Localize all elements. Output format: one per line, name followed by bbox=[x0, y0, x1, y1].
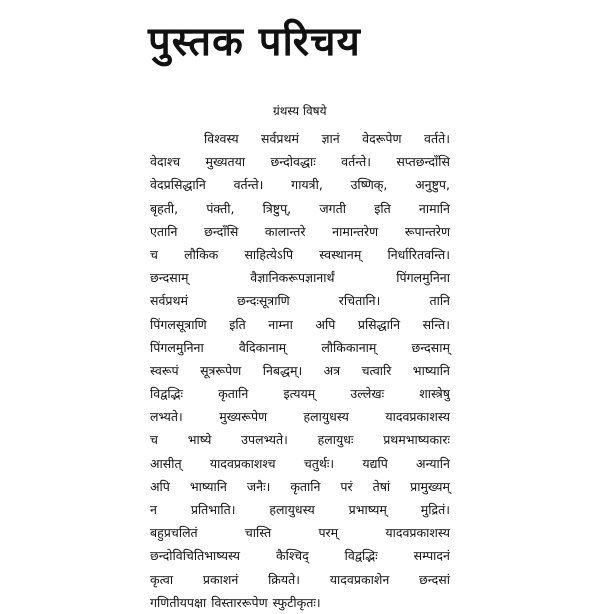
word: यादवप्रकाशस्य bbox=[385, 409, 450, 425]
word: वर्तन्ते। bbox=[341, 154, 371, 170]
word: वैदिकानाम् bbox=[238, 339, 287, 355]
text-line bbox=[150, 173, 450, 196]
word: प्रामुख्यम् bbox=[410, 478, 450, 494]
word: वैज्ञानिकरूपज्ञानार्थं bbox=[250, 270, 335, 286]
word: अन्यानि bbox=[416, 455, 450, 471]
word: निर्धारितवन्ति। bbox=[387, 246, 450, 262]
text-line bbox=[150, 475, 450, 498]
word: जनैः। bbox=[246, 478, 271, 494]
word: न bbox=[150, 502, 157, 517]
text-line bbox=[150, 127, 450, 150]
word: च bbox=[150, 432, 158, 448]
word: गायत्री, bbox=[291, 177, 323, 193]
word: कैश्चिद् bbox=[276, 548, 309, 564]
text-line bbox=[150, 289, 450, 312]
word: नाम्ना bbox=[268, 316, 293, 332]
word: जगती bbox=[319, 200, 347, 216]
word: त्रिष्टुप्, bbox=[262, 200, 292, 216]
text-line bbox=[150, 220, 450, 243]
word: तेषां bbox=[372, 478, 391, 494]
word: छन्दसाम् bbox=[150, 270, 189, 286]
word: भाष्यानि bbox=[412, 362, 450, 378]
word: चास्ति bbox=[244, 525, 272, 541]
word: उपलभ्यते। bbox=[241, 432, 288, 448]
word: यद्यपि bbox=[362, 455, 388, 471]
word: स्फुटीकृतः। bbox=[272, 594, 321, 610]
text-line bbox=[150, 150, 450, 173]
text-line bbox=[150, 359, 450, 382]
word: भाष्यानि bbox=[189, 478, 227, 494]
word: वेदाश्च bbox=[150, 154, 181, 170]
word: प्रकाशनं bbox=[202, 571, 239, 587]
text-line bbox=[150, 336, 450, 359]
word: सूत्ररूपेण bbox=[200, 362, 242, 378]
word: आसीत् bbox=[150, 455, 182, 471]
word: भाष्ये bbox=[187, 432, 212, 448]
word: वर्तन्ते। bbox=[233, 177, 264, 193]
word: परम् bbox=[318, 525, 339, 541]
word: प्रथमभाष्यकारः bbox=[383, 432, 450, 448]
word: सन्ति। bbox=[422, 316, 450, 332]
word: सप्तछन्दाँसि bbox=[396, 154, 450, 170]
word: ज्ञानं bbox=[321, 131, 340, 146]
word: उल्लेखः bbox=[350, 386, 385, 402]
word: छन्दाँसि bbox=[204, 223, 239, 239]
word: मुद्रितं। bbox=[420, 502, 450, 517]
word: कृतानि bbox=[290, 478, 321, 494]
word: विद्वद्भिः bbox=[344, 548, 378, 564]
word: अपि bbox=[150, 478, 170, 494]
text-line bbox=[150, 428, 450, 451]
word: छन्दोविचितिभाष्यस्य bbox=[150, 548, 241, 564]
word: चतुर्थः। bbox=[303, 455, 335, 471]
text-line bbox=[150, 382, 450, 405]
text-line bbox=[150, 521, 450, 544]
word: पिंगलसूत्राणि bbox=[150, 316, 207, 332]
word: हलायुधः bbox=[317, 432, 354, 448]
word: यादवप्रकाशेन bbox=[329, 571, 390, 587]
word: प्रसिद्धानि bbox=[357, 316, 401, 332]
word: नामान्तरेण bbox=[332, 223, 379, 239]
text-line bbox=[150, 266, 450, 289]
word: अत्र bbox=[323, 362, 341, 378]
word: यादवप्रकाशस्य bbox=[385, 525, 450, 541]
word: पंक्ती, bbox=[206, 200, 235, 216]
text-line bbox=[150, 197, 450, 220]
word: क्रियते। bbox=[268, 571, 301, 587]
word: छन्दोवद्धाः bbox=[270, 154, 316, 170]
text-line bbox=[150, 243, 450, 266]
word: प्रभाष्यम् bbox=[348, 502, 387, 517]
page-title: पुस्तक परिचय bbox=[148, 19, 361, 65]
word: बहुप्रचलितं bbox=[150, 525, 198, 541]
word: सर्वप्रथमं bbox=[261, 131, 300, 146]
word: मुख्यरूपेण bbox=[219, 409, 268, 425]
word: वर्तते। bbox=[424, 131, 450, 146]
word: इति bbox=[374, 200, 391, 216]
word: कालान्तरे bbox=[264, 223, 306, 239]
word: लौकिकानाम् bbox=[321, 339, 377, 355]
word: कृतानि bbox=[218, 386, 249, 402]
word: तानि bbox=[429, 293, 450, 309]
text-line bbox=[150, 313, 450, 336]
word: अपि bbox=[315, 316, 336, 332]
word: अनुष्टुप, bbox=[415, 177, 450, 193]
word: प्रतिभाति। bbox=[190, 502, 236, 517]
word: विद्वद्भिः bbox=[150, 386, 184, 402]
word: स्वस्थानम् bbox=[319, 246, 362, 262]
word: लौकिक bbox=[184, 246, 219, 262]
word: छन्दसाम् bbox=[411, 339, 450, 355]
word: सम्पादनं bbox=[413, 548, 450, 564]
word: विस्ताररूपेण bbox=[211, 594, 268, 610]
word: छन्दःसूत्राणि bbox=[237, 293, 290, 309]
text-line bbox=[150, 568, 450, 591]
word: हलायुधस्य bbox=[303, 409, 349, 425]
word: नामानि bbox=[418, 200, 450, 216]
word: च bbox=[150, 246, 158, 262]
word: वेदरूपेण bbox=[362, 131, 402, 146]
word: पिंगलमुनिना bbox=[396, 270, 450, 286]
word: सर्वप्रथमं bbox=[150, 293, 188, 309]
word: इति bbox=[229, 316, 246, 332]
word: विश्वस्य bbox=[204, 131, 239, 146]
word: इत्ययम् bbox=[283, 386, 316, 402]
word: पिंगलमुनिना bbox=[150, 339, 204, 355]
word: परं bbox=[340, 478, 353, 494]
word: बृहती, bbox=[150, 200, 179, 216]
text-line bbox=[150, 591, 450, 614]
text-line bbox=[150, 405, 450, 428]
text-line bbox=[150, 544, 450, 567]
word: साहित्येऽपि bbox=[244, 246, 294, 262]
word: मुख्यतया bbox=[205, 154, 246, 170]
word: उष्णिक्, bbox=[350, 177, 388, 193]
word: वेदप्रसिद्धानि bbox=[150, 177, 206, 193]
word: निबद्धम्। bbox=[262, 362, 303, 378]
word: गणितीयपक्षा bbox=[150, 594, 207, 610]
word: रूपान्तरेण bbox=[404, 223, 450, 239]
word: यादवप्रकाशश्च bbox=[209, 455, 276, 471]
word: कृत्वा bbox=[150, 571, 174, 587]
word: लभ्यते। bbox=[150, 409, 183, 425]
word: हलायुधस्य bbox=[269, 502, 315, 517]
word: छन्दसां bbox=[419, 571, 450, 587]
word: स्वरूपं bbox=[150, 362, 179, 378]
text-line bbox=[150, 498, 450, 521]
word: एतानि bbox=[150, 223, 178, 239]
word: चत्वारि bbox=[361, 362, 392, 378]
text-line bbox=[150, 452, 450, 475]
section-subheading: ग्रंथस्य विषये bbox=[273, 104, 327, 118]
word: शास्त्रेषु bbox=[419, 386, 450, 402]
body-paragraph bbox=[150, 127, 450, 614]
word: रचितानि। bbox=[338, 293, 381, 309]
